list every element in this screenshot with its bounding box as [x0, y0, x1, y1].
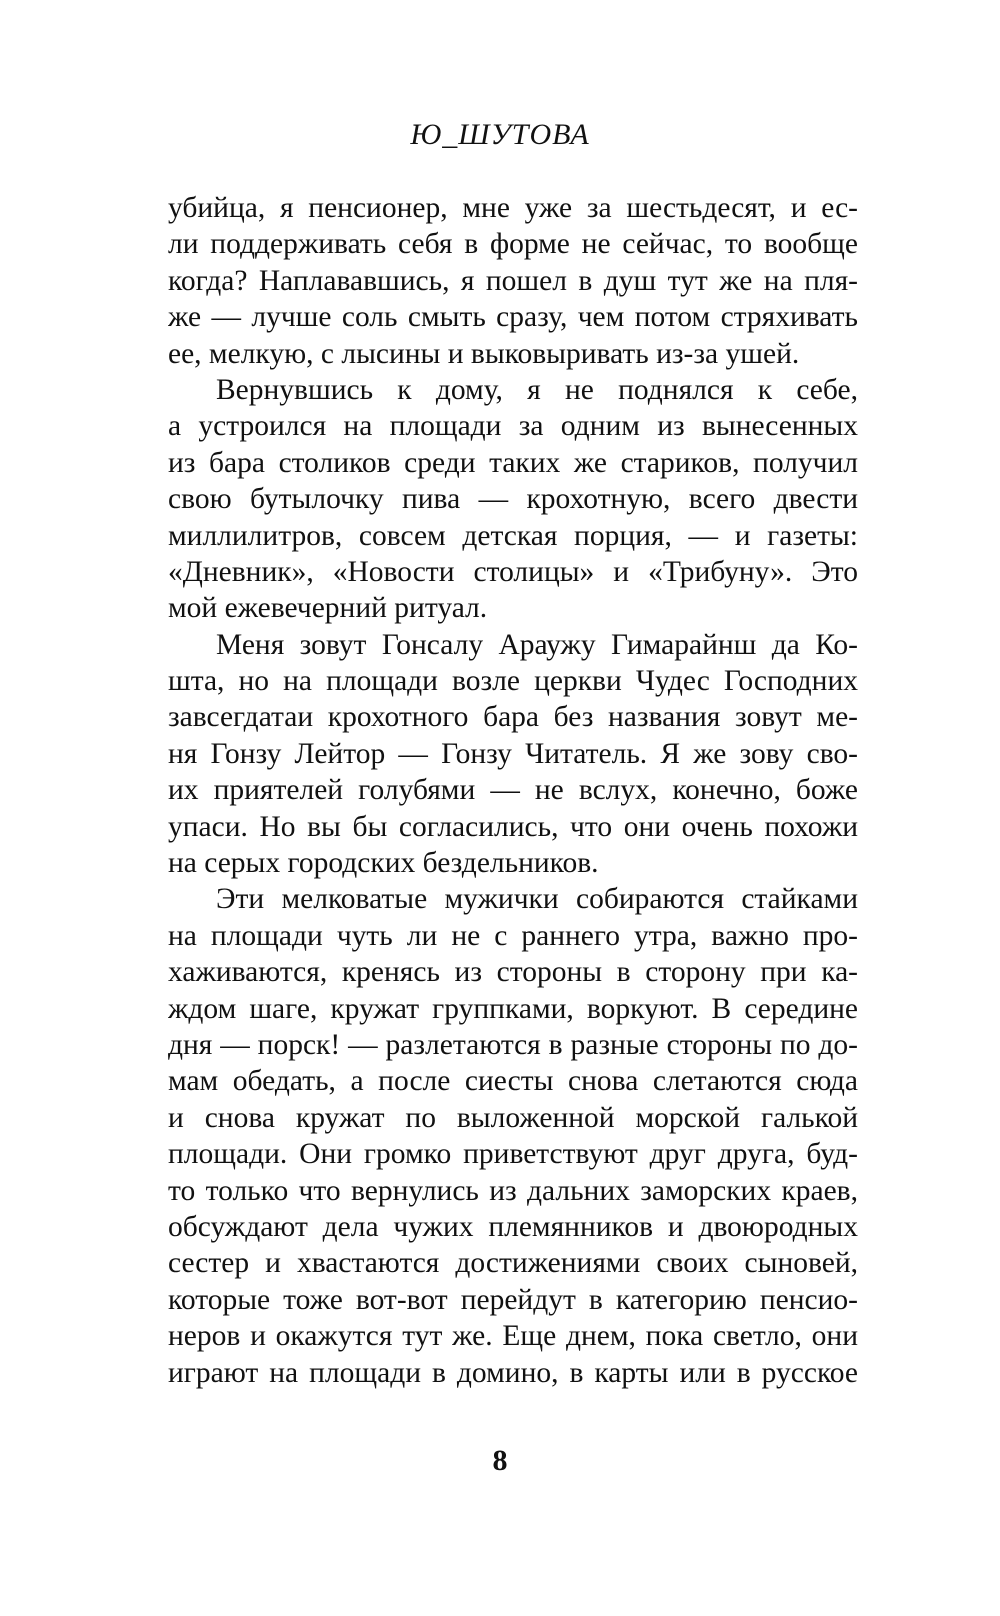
text-line: сестер и хвастаются достижениями своих сыновей, — [168, 1247, 858, 1280]
text-line: из бара столиков среди таких же стариков, получил — [168, 446, 858, 479]
paragraph — [168, 190, 858, 372]
text-line: Меня зовут Гонсалу Араужу Гимарайнш да Ко- — [216, 628, 858, 661]
text-line: их приятелей голубями — не вслух, конечно, боже — [168, 774, 858, 807]
text-line: то только что вернулись из дальних заморских краев, — [168, 1174, 858, 1207]
paragraph — [168, 372, 858, 627]
text-line: миллилитров, совсем детская порция, — и газеты: — [168, 519, 858, 552]
text-line: и снова кружат по выложенной морской галькой — [168, 1101, 858, 1134]
page-number: 8 — [492, 1444, 508, 1477]
text-line: хаживаются, кренясь из стороны в сторону при ка- — [168, 956, 858, 989]
body-text — [168, 190, 858, 1391]
text-line: Эти мелковатые мужички собираются стайками — [216, 883, 858, 916]
text-line: площади. Они громко приветствуют друг друга, буд- — [168, 1138, 858, 1171]
text-line: завсегдатаи крохотного бара без названия зовут ме- — [168, 701, 858, 734]
text-line: свою бутылочку пива — крохотную, всего двести — [168, 483, 858, 516]
paragraph — [168, 881, 858, 1390]
text-line: на площади чуть ли не с раннего утра, важно про- — [168, 919, 858, 952]
text-line: ли поддерживать себя в форме не сейчас, то вообще — [168, 228, 858, 261]
text-line: ня Гонзу Лейтор — Гонзу Читатель. Я же зову сво- — [168, 737, 858, 770]
text-line: когда? Наплававшись, я пошел в душ тут же на пля- — [168, 264, 858, 297]
text-line: «Дневник», «Новости столицы» и «Трибуну». Это — [168, 555, 858, 588]
text-line: которые тоже вот-вот перейдут в категорию пенсио- — [168, 1283, 858, 1316]
running-head: Ю_ШУТОВА — [410, 118, 590, 151]
text-line: а устроился на площади за одним из вынесенных — [168, 410, 858, 443]
text-line: обсуждают дела чужих племянников и двоюродных — [168, 1210, 858, 1243]
text-line: неров и окажутся тут же. Еще днем, пока светло, они — [168, 1320, 858, 1353]
text-line: на серых городских бездельников. — [168, 847, 599, 880]
text-line: ее, мелкую, с лысины и выковыривать из-за ушей. — [168, 337, 800, 370]
text-line: ждом шаге, кружат группками, воркуют. В середине — [168, 992, 858, 1025]
paragraph — [168, 627, 858, 882]
text-line: мам обедать, а после сиесты снова слетаются сюда — [168, 1065, 858, 1098]
text-line: дня — порск! — разлетаются в разные стороны по до- — [168, 1028, 858, 1061]
text-line: играют на площади в домино, в карты или в русское — [168, 1356, 858, 1389]
text-line: шта, но на площади возле церкви Чудес Господних — [168, 665, 858, 698]
text-line: мой ежевечерний ритуал. — [168, 592, 488, 625]
text-line: убийца, я пенсионер, мне уже за шестьдесят, и ес- — [168, 192, 858, 224]
text-line: упаси. Но вы бы согласились, что они очень похожи — [168, 810, 858, 843]
text-line: же — лучше соль смыть сразу, чем потом стряхивать — [168, 301, 858, 334]
text-line: Вернувшись к дому, я не поднялся к себе, — [216, 373, 858, 406]
